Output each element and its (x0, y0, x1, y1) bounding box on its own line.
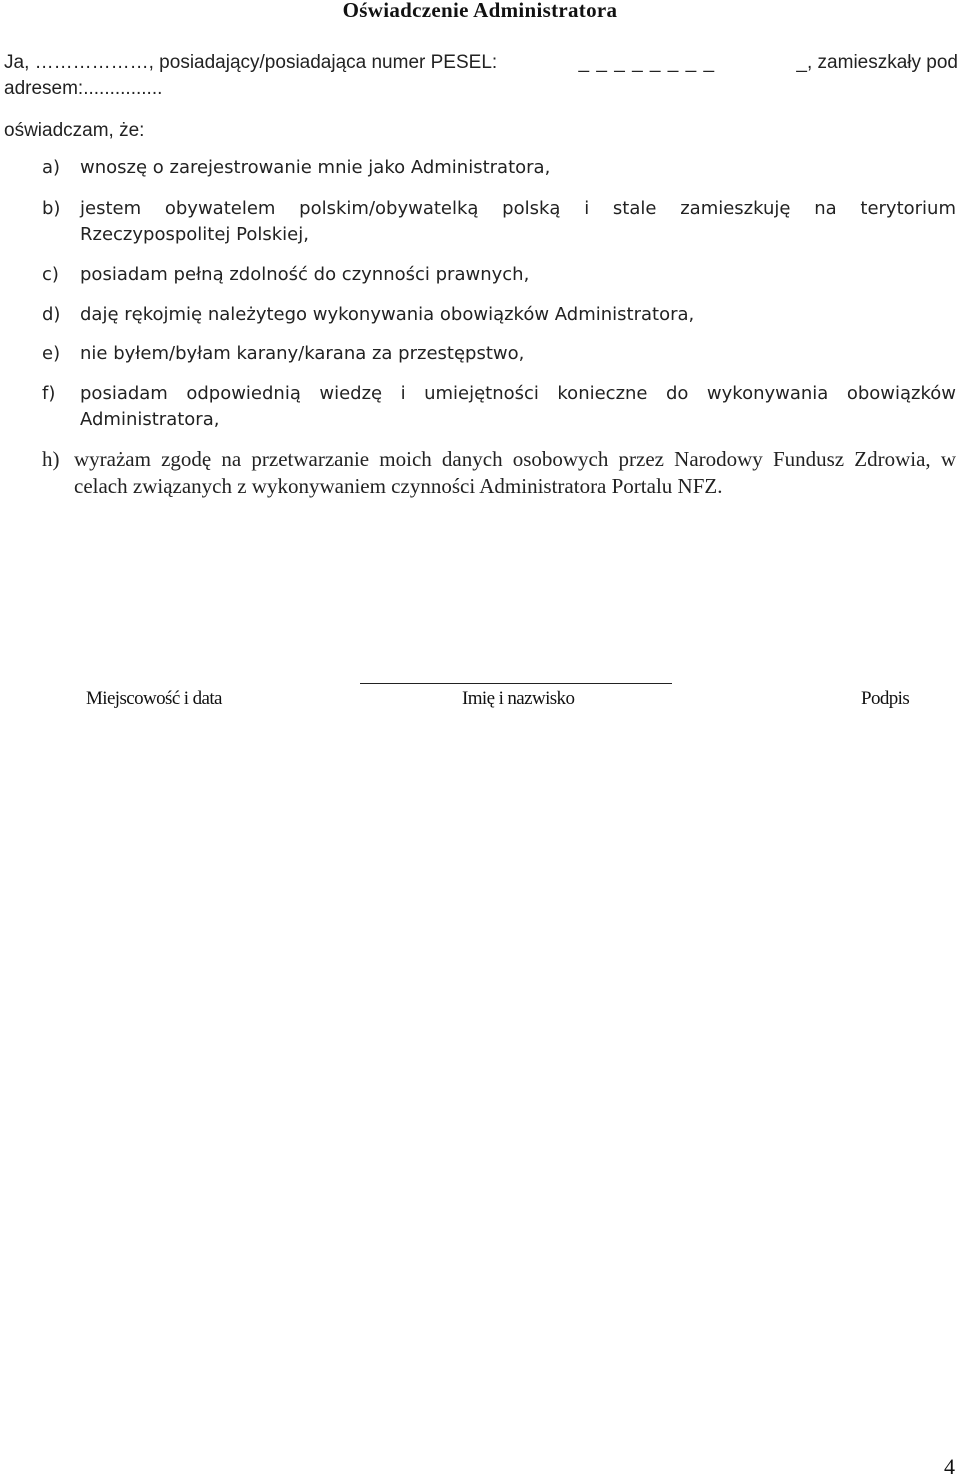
intro-paragraph (4, 50, 958, 102)
list-item-letter: e) (42, 343, 61, 364)
list-item (42, 446, 956, 500)
list-item-text: posiadam odpowiednią wiedzę i umiejętności konieczne do wykonywania obowiązków Administratora, (80, 383, 956, 430)
list-item (42, 302, 956, 328)
pesel-blanks: _ _ _ _ _ _ _ _ (578, 52, 716, 73)
intro-text-start: Ja, ………………, posiadający/posiadająca numer PESEL: (4, 52, 498, 73)
list-item-text: wnoszę o zarejestrowanie mnie jako Administratora, (80, 157, 551, 178)
intro-text-end: _, zamieszkały pod (796, 52, 958, 73)
list-item (42, 262, 956, 288)
list-item-text: nie byłem/byłam karany/karana za przestępstwo, (80, 343, 525, 364)
list-item-text: jestem obywatelem polskim/obywatelką polską i stale zamieszkuję na terytorium Rzeczypospolitej Polskiej, (80, 198, 956, 245)
list-item (42, 155, 956, 181)
list-item-text: wyrażam zgodę na przetwarzanie moich danych osobowych przez Narodowy Fundusz Zdrowia, w celach związanych z wykonywaniem czynności Administratora Portalu NFZ. (74, 447, 956, 498)
list-item-letter: a) (42, 157, 61, 178)
page-number: 4 (944, 1454, 955, 1479)
list-item-text: daję rękojmię należytego wykonywania obowiązków Administratora, (80, 304, 695, 325)
place-date-label: Miejscowość i data (86, 688, 222, 709)
list-item (42, 341, 956, 367)
document-title: Oświadczenie Administratora (342, 0, 618, 22)
list-item-letter: d) (42, 304, 61, 325)
declaration-lead: oświadczam, że: (4, 120, 145, 141)
name-label: Imię i nazwisko (462, 688, 575, 709)
list-item-letter: f) (42, 383, 56, 404)
signature-label: Podpis (861, 688, 910, 709)
list-item-letter: b) (42, 198, 61, 219)
intro-line-1 (4, 50, 958, 76)
list-item (42, 381, 956, 433)
signature-line (360, 683, 672, 684)
list-item-text: posiadam pełną zdolność do czynności prawnych, (80, 264, 530, 285)
list-item (42, 196, 956, 248)
intro-address-line: adresem:............... (4, 78, 163, 99)
list-item-letter: c) (42, 264, 59, 285)
list-item-letter: h) (42, 447, 60, 471)
